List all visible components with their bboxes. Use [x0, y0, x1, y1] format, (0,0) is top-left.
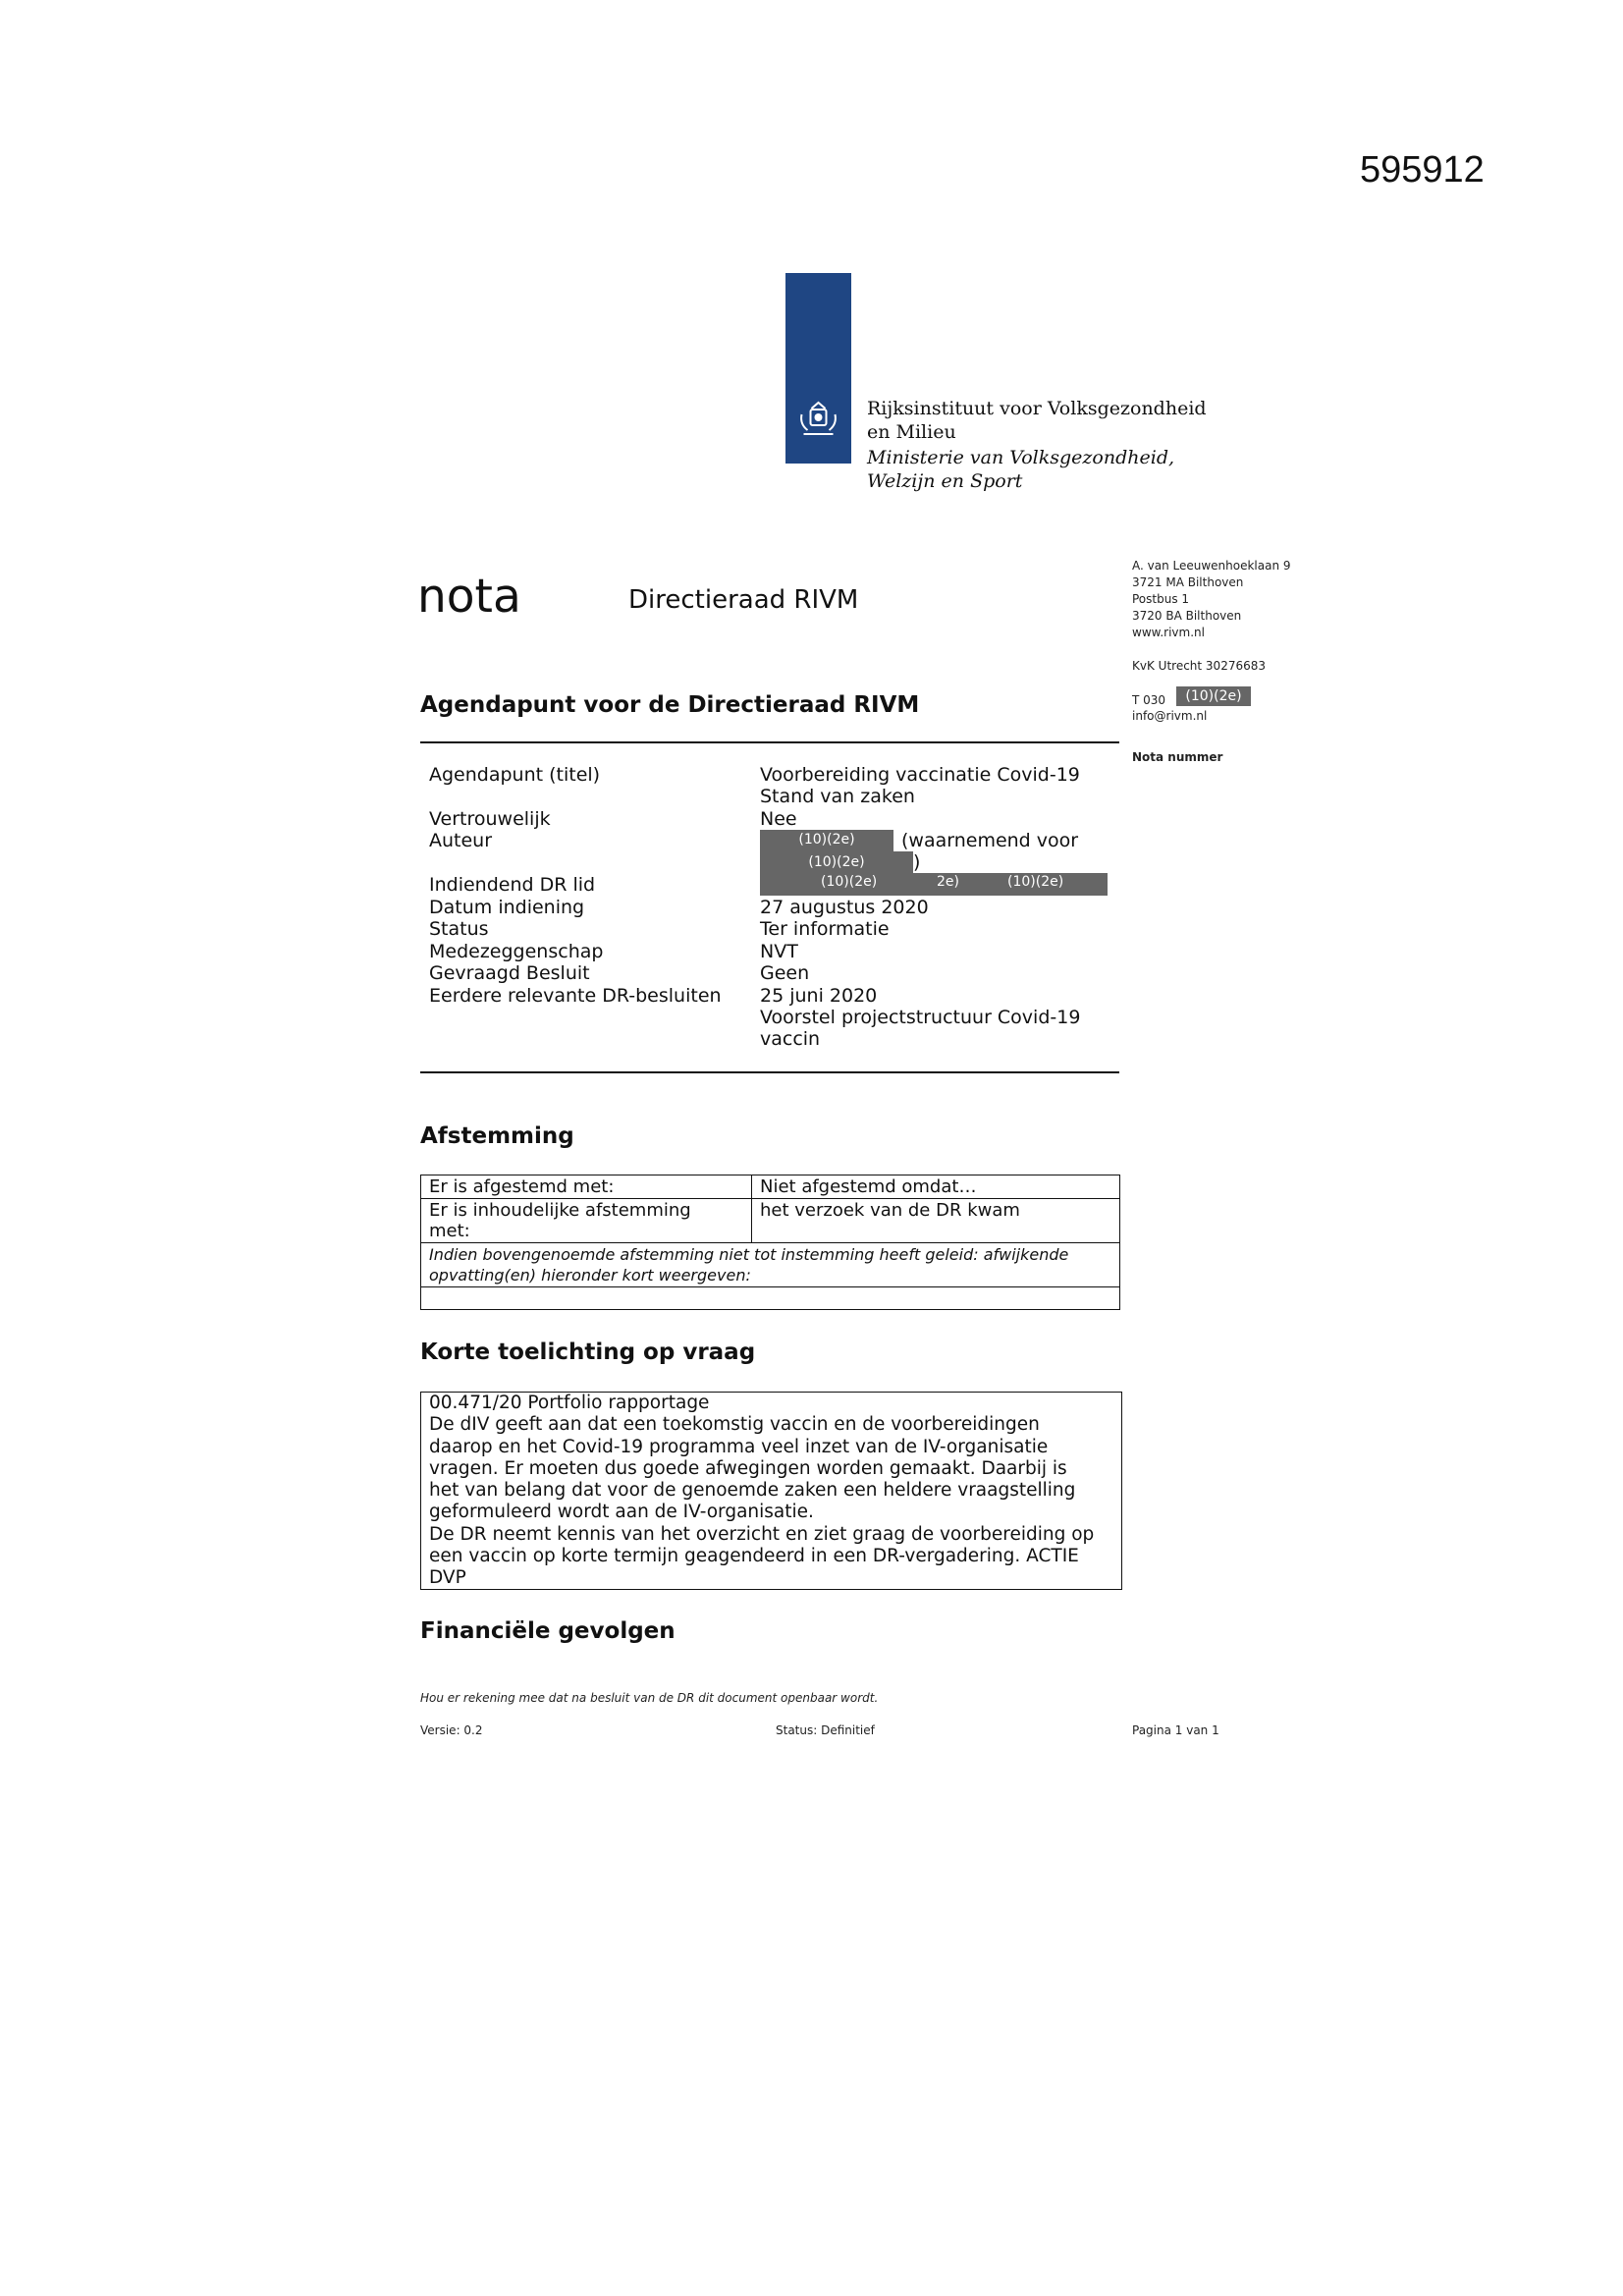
eerdere-besluiten-value-line2: Voorstel projectstructuur Covid-19	[760, 1007, 1081, 1028]
afstemming-note-line2: opvatting(en) hieronder kort weergeven:	[429, 1266, 751, 1285]
redacted-auteur-waarnemend: (10)(2e)	[760, 851, 913, 873]
datum-label: Datum indiening	[429, 897, 585, 918]
ministry-line1: Ministerie van Volksgezondheid,	[867, 447, 1175, 468]
address-postbus-postcode: 3720 BA Bilthoven	[1132, 609, 1242, 623]
auteur-label: Auteur	[429, 830, 493, 851]
email-address: info@rivm.nl	[1132, 709, 1208, 723]
auteur-suffix: (waarnemend voor	[901, 830, 1079, 851]
medezeggenschap-value: NVT	[760, 941, 798, 962]
vertrouwelijk-value: Nee	[760, 808, 797, 830]
toelichting-line: De DR neemt kennis van het overzicht en ziet graag de voorbereiding op	[429, 1523, 1095, 1545]
redacted-indiendend-3: (10)(2e)	[1007, 874, 1064, 890]
medezeggenschap-label: Medezeggenschap	[429, 941, 604, 962]
nota-nummer-label: Nota nummer	[1132, 750, 1223, 764]
toelichting-line: DVP	[429, 1567, 466, 1589]
coat-of-arms-icon	[793, 393, 843, 442]
address-postbus: Postbus 1	[1132, 592, 1190, 606]
org-name-line2: en Milieu	[867, 421, 956, 443]
afstemming-cell-label	[421, 1199, 752, 1243]
indiendend-label: Indiendend DR lid	[429, 874, 596, 896]
footer-status: Status: Definitief	[776, 1723, 875, 1737]
afstemming-cell-label: Er is afgestemd met:	[421, 1175, 752, 1199]
afstemming-inhoudelijk-line2: met:	[429, 1221, 470, 1241]
table-row	[421, 1199, 1120, 1243]
agendapunt-value-line2: Stand van zaken	[760, 786, 915, 807]
afstemming-cell-value: Niet afgestemd omdat…	[752, 1175, 1120, 1199]
divider-top	[420, 741, 1119, 743]
divider-fields	[420, 1071, 1119, 1073]
nota-title: nota	[417, 570, 521, 624]
eerdere-besluiten-label: Eerdere relevante DR-besluiten	[429, 985, 722, 1007]
financieel-heading: Financiële gevolgen	[420, 1618, 676, 1644]
agendapunt-value-line1: Voorbereiding vaccinatie Covid-19	[760, 764, 1080, 786]
toelichting-line: 00.471/20 Portfolio rapportage	[429, 1393, 710, 1413]
footer-pagina: Pagina 1 van 1	[1132, 1723, 1219, 1737]
footer-disclaimer: Hou er rekening mee dat na besluit van de DR dit document openbaar wordt.	[420, 1691, 879, 1705]
toelichting-line: vragen. Er moeten dus goede afwegingen worden gemaakt. Daarbij is	[429, 1457, 1067, 1479]
toelichting-line: een vaccin op korte termijn geagendeerd in een DR-vergadering. ACTIE	[429, 1546, 1079, 1567]
afstemming-note	[421, 1243, 1120, 1287]
vertrouwelijk-label: Vertrouwelijk	[429, 808, 551, 830]
address-postcode: 3721 MA Bilthoven	[1132, 575, 1244, 589]
toelichting-heading: Korte toelichting op vraag	[420, 1339, 756, 1365]
redacted-indiendend	[760, 873, 1108, 896]
redacted-indiendend-1: (10)(2e)	[821, 874, 878, 890]
nota-subtitle: Directieraad RIVM	[628, 585, 859, 615]
address-website: www.rivm.nl	[1132, 626, 1205, 639]
afstemming-heading: Afstemming	[420, 1123, 574, 1149]
address-street: A. van Leeuwenhoeklaan 9	[1132, 559, 1291, 573]
afstemming-note-line1: Indien bovengenoemde afstemming niet tot instemming heeft geleid: afwijkende	[429, 1245, 1069, 1264]
eerdere-besluiten-value-line3: vaccin	[760, 1028, 821, 1050]
besluit-label: Gevraagd Besluit	[429, 962, 590, 984]
toelichting-line: De dIV geeft aan dat een toekomstig vaccin en de voorbereidingen	[429, 1414, 1040, 1436]
table-row	[421, 1287, 1120, 1310]
kvk-number: KvK Utrecht 30276683	[1132, 659, 1266, 673]
document-number: 595912	[1360, 149, 1485, 191]
toelichting-line: geformuleerd wordt aan de IV-organisatie.	[429, 1502, 814, 1523]
redacted-phone: (10)(2e)	[1176, 686, 1251, 706]
redacted-indiendend-2: 2e)	[937, 874, 959, 890]
eerdere-besluiten-value-line1: 25 juni 2020	[760, 985, 878, 1007]
afstemming-empty-cell	[421, 1287, 1120, 1310]
table-row	[421, 1175, 1120, 1199]
toelichting-line: het van belang dat voor de genoemde zaken een heldere vraagstelling	[429, 1480, 1076, 1502]
agenda-heading: Agendapunt voor de Directieraad RIVM	[420, 692, 920, 718]
toelichting-line: daarop en het Covid-19 programma veel inzet van de IV-organisatie	[429, 1436, 1049, 1457]
auteur-close: )	[913, 851, 921, 873]
table-row	[421, 1243, 1120, 1287]
status-label: Status	[429, 918, 489, 940]
footer-versie: Versie: 0.2	[420, 1723, 483, 1737]
phone-prefix: T 030	[1132, 693, 1166, 707]
afstemming-cell-value: het verzoek van de DR kwam	[752, 1199, 1120, 1243]
datum-value: 27 augustus 2020	[760, 897, 929, 918]
afstemming-inhoudelijk-line1: Er is inhoudelijke afstemming	[429, 1200, 691, 1221]
agendapunt-label: Agendapunt (titel)	[429, 764, 601, 786]
status-value: Ter informatie	[760, 918, 890, 940]
redacted-auteur: (10)(2e)	[760, 830, 893, 851]
toelichting-box	[420, 1392, 1122, 1590]
org-name-line1: Rijksinstituut voor Volksgezondheid	[867, 398, 1207, 419]
afstemming-table	[420, 1175, 1120, 1310]
besluit-value: Geen	[760, 962, 810, 984]
ministry-line2: Welzijn en Sport	[867, 470, 1023, 492]
